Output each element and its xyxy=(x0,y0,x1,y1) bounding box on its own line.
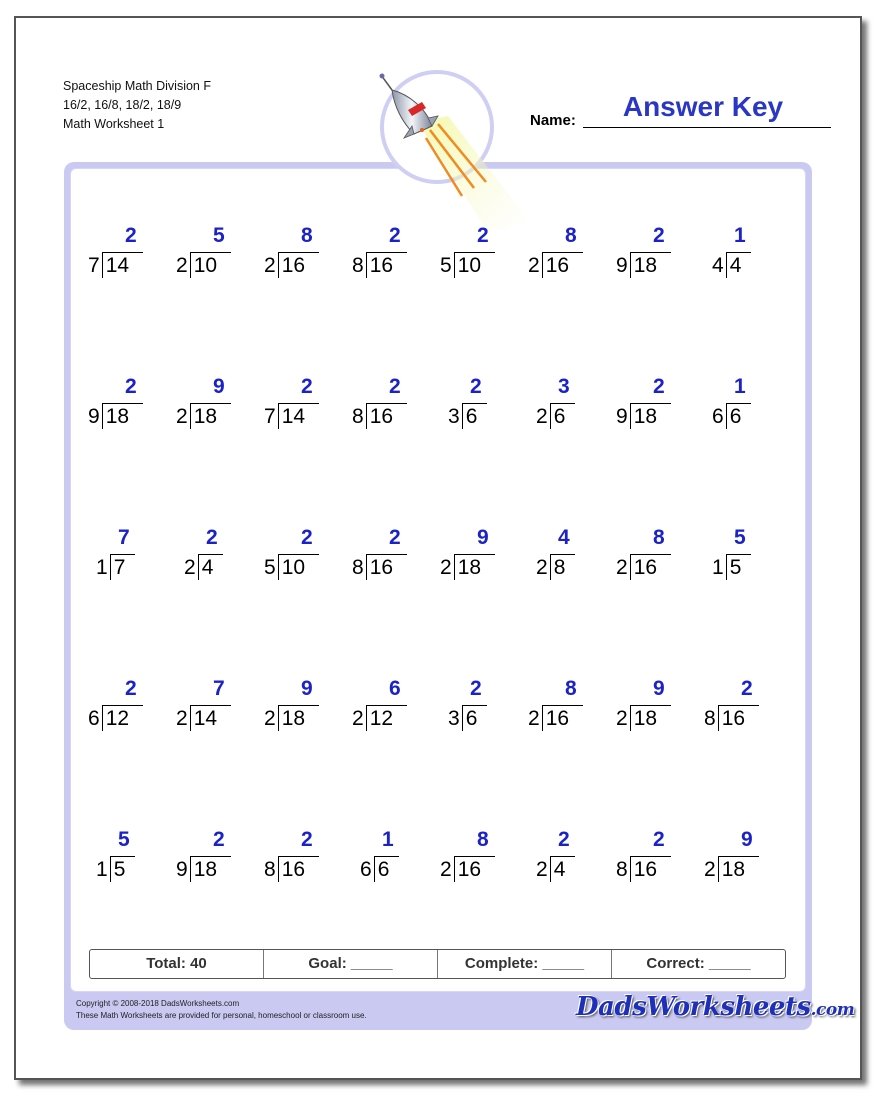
divisor: 8 xyxy=(616,858,628,881)
dividend: 16 xyxy=(366,403,407,429)
dividend: 18 xyxy=(102,403,143,429)
division-bracket xyxy=(616,554,671,580)
divisor: 2 xyxy=(536,556,548,579)
quotient-answer: 2 xyxy=(213,828,225,851)
division-bracket xyxy=(704,705,759,731)
dividend: 12 xyxy=(366,705,407,731)
quotient-answer: 2 xyxy=(125,375,137,398)
copyright xyxy=(76,998,367,1022)
divisor: 6 xyxy=(360,858,372,881)
dividend: 16 xyxy=(278,252,319,278)
divisor: 2 xyxy=(176,405,188,428)
divisor: 9 xyxy=(616,254,628,277)
division-bracket xyxy=(440,856,495,882)
dividend: 14 xyxy=(278,403,319,429)
quotient-answer: 7 xyxy=(118,526,130,549)
division-problem xyxy=(352,375,422,435)
division-problem xyxy=(440,828,510,888)
dividend: 14 xyxy=(190,705,231,731)
dividend: 16 xyxy=(718,705,759,731)
worksheet-facts: 16/2, 16/8, 18/2, 18/9 xyxy=(63,98,182,112)
dividend: 16 xyxy=(542,252,583,278)
dividend: 16 xyxy=(278,856,319,882)
division-bracket xyxy=(536,856,575,882)
divisor: 3 xyxy=(448,707,460,730)
division-problem xyxy=(352,224,422,284)
division-problem xyxy=(528,375,598,435)
divisor: 4 xyxy=(712,254,724,277)
divisor: 8 xyxy=(352,405,364,428)
divisor: 2 xyxy=(176,707,188,730)
division-bracket xyxy=(528,252,583,278)
divisor: 9 xyxy=(176,858,188,881)
divisor: 2 xyxy=(616,556,628,579)
dividend: 6 xyxy=(462,403,488,429)
dividend: 18 xyxy=(630,252,671,278)
divisor: 2 xyxy=(264,254,276,277)
divisor: 5 xyxy=(264,556,276,579)
division-problem xyxy=(616,677,686,737)
quotient-answer: 9 xyxy=(301,677,313,700)
division-bracket xyxy=(704,856,759,882)
divisor: 7 xyxy=(88,254,100,277)
dividend: 16 xyxy=(454,856,495,882)
dividend: 16 xyxy=(630,554,671,580)
division-problem xyxy=(704,224,774,284)
dividend: 18 xyxy=(278,705,319,731)
division-problem xyxy=(704,828,774,888)
brand-logo[interactable] xyxy=(576,992,854,1022)
quotient-answer: 2 xyxy=(125,224,137,247)
division-bracket xyxy=(616,403,671,429)
quotient-answer: 2 xyxy=(389,224,401,247)
dividend: 18 xyxy=(190,856,231,882)
division-problem xyxy=(176,828,246,888)
division-bracket xyxy=(712,403,751,429)
divisor: 1 xyxy=(712,556,724,579)
dividend: 5 xyxy=(726,554,752,580)
quotient-answer: 1 xyxy=(382,828,394,851)
division-bracket xyxy=(184,554,223,580)
division-problem xyxy=(176,526,246,586)
quotient-answer: 9 xyxy=(653,677,665,700)
divisor: 6 xyxy=(88,707,100,730)
divisor: 2 xyxy=(528,254,540,277)
division-bracket xyxy=(440,554,495,580)
quotient-answer: 2 xyxy=(206,526,218,549)
division-problem xyxy=(264,677,334,737)
name-label: Name: xyxy=(530,112,576,129)
dividend: 16 xyxy=(542,705,583,731)
divisor: 2 xyxy=(536,858,548,881)
division-problem xyxy=(528,828,598,888)
quotient-answer: 8 xyxy=(301,224,313,247)
brand-suffix: .com xyxy=(810,1000,855,1020)
division-problem xyxy=(616,375,686,435)
division-problem xyxy=(264,828,334,888)
division-problem xyxy=(88,526,158,586)
division-problem xyxy=(616,224,686,284)
division-bracket xyxy=(176,403,231,429)
quotient-answer: 2 xyxy=(653,828,665,851)
dividend: 18 xyxy=(454,554,495,580)
dividend: 10 xyxy=(190,252,231,278)
dividend: 7 xyxy=(110,554,136,580)
quotient-answer: 8 xyxy=(477,828,489,851)
division-bracket xyxy=(176,856,231,882)
dividend: 16 xyxy=(630,856,671,882)
divisor: 9 xyxy=(616,405,628,428)
divisor: 2 xyxy=(184,556,196,579)
dividend: 6 xyxy=(550,403,576,429)
divisor: 2 xyxy=(176,254,188,277)
dividend: 4 xyxy=(726,252,752,278)
division-problem xyxy=(440,224,510,284)
dividend: 5 xyxy=(110,856,136,882)
dividend: 14 xyxy=(102,252,143,278)
score-table xyxy=(89,949,786,979)
division-problem xyxy=(88,828,158,888)
quotient-answer: 4 xyxy=(558,526,570,549)
division-bracket xyxy=(176,252,231,278)
quotient-answer: 2 xyxy=(477,224,489,247)
divisor: 2 xyxy=(704,858,716,881)
division-bracket xyxy=(88,252,143,278)
divisor: 1 xyxy=(96,556,108,579)
division-bracket xyxy=(352,554,407,580)
quotient-answer: 2 xyxy=(741,677,753,700)
quotient-answer: 5 xyxy=(213,224,225,247)
division-problem xyxy=(264,224,334,284)
dividend: 18 xyxy=(190,403,231,429)
quotient-answer: 1 xyxy=(734,375,746,398)
division-bracket xyxy=(264,705,319,731)
quotient-answer: 2 xyxy=(125,677,137,700)
quotient-answer: 9 xyxy=(213,375,225,398)
division-problem xyxy=(616,828,686,888)
division-bracket xyxy=(448,403,487,429)
divisor: 8 xyxy=(704,707,716,730)
quotient-answer: 2 xyxy=(301,828,313,851)
divisor: 1 xyxy=(96,858,108,881)
division-bracket xyxy=(528,705,583,731)
division-problem xyxy=(176,375,246,435)
divisor: 2 xyxy=(536,405,548,428)
dividend: 6 xyxy=(374,856,400,882)
dividend: 16 xyxy=(366,252,407,278)
complete-cell[interactable]: Complete: _____ xyxy=(438,950,612,978)
division-bracket xyxy=(264,554,319,580)
total-cell: Total: 40 xyxy=(90,950,264,978)
quotient-answer: 2 xyxy=(470,677,482,700)
division-bracket xyxy=(264,856,319,882)
divisor: 2 xyxy=(264,707,276,730)
dividend: 12 xyxy=(102,705,143,731)
rocket-icon xyxy=(378,72,538,232)
divisor: 7 xyxy=(264,405,276,428)
division-problem xyxy=(440,677,510,737)
division-bracket xyxy=(448,705,487,731)
division-bracket xyxy=(616,252,671,278)
division-bracket xyxy=(352,252,407,278)
quotient-answer: 2 xyxy=(301,526,313,549)
problem-frame xyxy=(64,162,812,1030)
quotient-answer: 2 xyxy=(301,375,313,398)
correct-cell[interactable]: Correct: _____ xyxy=(646,955,751,972)
dividend: 18 xyxy=(718,856,759,882)
name-line xyxy=(583,127,831,128)
usage-line: These Math Worksheets are provided for personal, homeschool or classroom use. xyxy=(76,1011,367,1020)
dividend: 18 xyxy=(630,403,671,429)
quotient-answer: 2 xyxy=(653,375,665,398)
quotient-answer: 8 xyxy=(653,526,665,549)
division-bracket xyxy=(264,403,319,429)
goal-cell[interactable]: Goal: _____ xyxy=(264,950,438,978)
quotient-answer: 2 xyxy=(653,224,665,247)
division-bracket xyxy=(616,705,671,731)
dividend: 8 xyxy=(550,554,576,580)
division-problem xyxy=(440,375,510,435)
quotient-answer: 5 xyxy=(118,828,130,851)
divisor: 8 xyxy=(352,254,364,277)
division-bracket xyxy=(88,403,143,429)
division-bracket xyxy=(712,252,751,278)
quotient-answer: 8 xyxy=(565,224,577,247)
division-problem xyxy=(352,526,422,586)
dividend: 4 xyxy=(198,554,224,580)
divisor: 2 xyxy=(616,707,628,730)
dividend: 6 xyxy=(462,705,488,731)
dividend: 6 xyxy=(726,403,752,429)
quotient-answer: 7 xyxy=(213,677,225,700)
quotient-answer: 2 xyxy=(389,526,401,549)
division-bracket xyxy=(536,403,575,429)
dividend: 18 xyxy=(630,705,671,731)
division-problem xyxy=(352,677,422,737)
division-bracket xyxy=(360,856,399,882)
division-bracket xyxy=(352,705,407,731)
quotient-answer: 5 xyxy=(734,526,746,549)
divisor: 2 xyxy=(528,707,540,730)
quotient-answer: 3 xyxy=(558,375,570,398)
dividend: 16 xyxy=(366,554,407,580)
dividend: 4 xyxy=(550,856,576,882)
division-bracket xyxy=(96,856,135,882)
divisor: 2 xyxy=(352,707,364,730)
quotient-answer: 2 xyxy=(558,828,570,851)
divisor: 9 xyxy=(88,405,100,428)
division-problem xyxy=(528,224,598,284)
worksheet-subtitle: Math Worksheet 1 xyxy=(63,117,165,131)
brand-name: DadsWorksheets xyxy=(576,992,811,1022)
division-bracket xyxy=(616,856,671,882)
division-bracket xyxy=(96,554,135,580)
divisor: 2 xyxy=(440,556,452,579)
division-problem xyxy=(264,526,334,586)
quotient-answer: 8 xyxy=(565,677,577,700)
quotient-answer: 2 xyxy=(389,375,401,398)
dividend: 10 xyxy=(278,554,319,580)
division-bracket xyxy=(440,252,495,278)
division-problem xyxy=(88,375,158,435)
divisor: 8 xyxy=(352,556,364,579)
division-problem xyxy=(616,526,686,586)
division-problem xyxy=(440,526,510,586)
division-bracket xyxy=(176,705,231,731)
divisor: 2 xyxy=(440,858,452,881)
quotient-answer: 1 xyxy=(734,224,746,247)
division-problem xyxy=(528,677,598,737)
division-problem xyxy=(352,828,422,888)
division-problem xyxy=(88,224,158,284)
division-bracket xyxy=(712,554,751,580)
division-problem xyxy=(704,526,774,586)
divisor: 8 xyxy=(264,858,276,881)
division-bracket xyxy=(88,705,143,731)
division-problem xyxy=(264,375,334,435)
divisor: 5 xyxy=(440,254,452,277)
quotient-answer: 6 xyxy=(389,677,401,700)
worksheet-info xyxy=(63,77,211,134)
worksheet-title: Spaceship Math Division F xyxy=(63,79,211,93)
division-problem xyxy=(704,375,774,435)
division-bracket xyxy=(264,252,319,278)
division-bracket xyxy=(536,554,575,580)
copyright-line: Copyright © 2008-2018 DadsWorksheets.com xyxy=(76,999,240,1008)
division-bracket xyxy=(352,403,407,429)
quotient-answer: 9 xyxy=(741,828,753,851)
division-problem xyxy=(176,677,246,737)
dividend: 10 xyxy=(454,252,495,278)
quotient-answer: 2 xyxy=(470,375,482,398)
division-problem xyxy=(528,526,598,586)
division-problem xyxy=(88,677,158,737)
name-field[interactable]: Answer Key xyxy=(622,91,784,122)
divisor: 3 xyxy=(448,405,460,428)
divisor: 6 xyxy=(712,405,724,428)
division-problem xyxy=(704,677,774,737)
quotient-answer: 9 xyxy=(477,526,489,549)
division-problem xyxy=(176,224,246,284)
